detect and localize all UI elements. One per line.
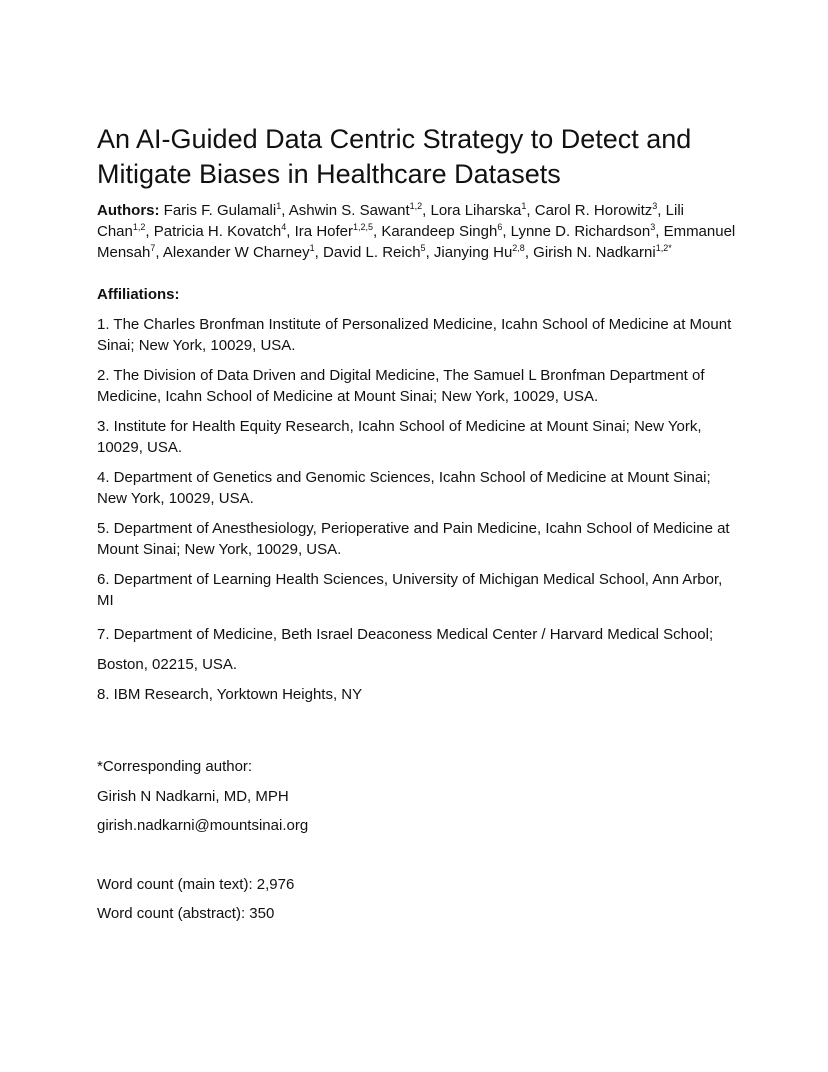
affiliations-heading: Affiliations: bbox=[97, 286, 180, 303]
affiliation-item: 3. Institute for Health Equity Research, Icahn School of Medicine at Mount Sinai; New York, 10029, USA. bbox=[97, 418, 702, 456]
author-entry bbox=[381, 223, 502, 240]
author-name: Karandeep Singh bbox=[381, 223, 498, 240]
author-entry bbox=[511, 223, 656, 240]
author-name: David L. Reich bbox=[323, 244, 421, 261]
authors-label: Authors: bbox=[97, 202, 160, 219]
author-affiliation-marker: 1,2* bbox=[655, 243, 672, 253]
author-name: Lili Chan bbox=[97, 202, 684, 240]
affiliation-item: 5. Department of Anesthesiology, Perioperative and Pain Medicine, Icahn School of Medicine at Mount Sinai; New York, 10029, USA. bbox=[97, 520, 730, 558]
author-affiliation-marker: 2,8 bbox=[512, 243, 525, 253]
author-entry bbox=[533, 244, 672, 261]
word-count-abstract: Word count (abstract): 350 bbox=[97, 905, 275, 922]
author-affiliation-marker: 3 bbox=[652, 201, 658, 211]
title-page bbox=[97, 122, 737, 929]
corresponding-label: *Corresponding author: bbox=[97, 758, 253, 775]
affiliation-list bbox=[97, 314, 737, 710]
author-affiliation-marker: 4 bbox=[281, 222, 287, 232]
affiliation-item: 6. Department of Learning Health Sciences, University of Michigan Medical School, Ann Arbor, MI bbox=[97, 571, 723, 609]
author-affiliation-marker: 3 bbox=[650, 222, 656, 232]
author-affiliation-marker: 6 bbox=[497, 222, 503, 232]
author-entry bbox=[431, 202, 527, 219]
author-name: Girish N. Nadkarni bbox=[533, 244, 656, 261]
author-affiliation-marker: 1,2 bbox=[409, 201, 423, 211]
author-entry bbox=[323, 244, 426, 261]
author-affiliation-marker: 5 bbox=[420, 243, 426, 253]
author-name: Faris F. Gulamali bbox=[163, 202, 277, 219]
author-name: Ira Hofer bbox=[294, 223, 353, 240]
word-count-main: Word count (main text): 2,976 bbox=[97, 875, 295, 893]
author-name: Ashwin S. Sawant bbox=[288, 202, 410, 219]
word-count-block bbox=[97, 870, 737, 929]
author-entry bbox=[295, 223, 373, 240]
author-list bbox=[97, 200, 737, 263]
affiliation-item: 8. IBM Research, Yorktown Heights, NY bbox=[97, 686, 363, 703]
corresponding-author-block bbox=[97, 752, 737, 841]
author-affiliation-marker: 1 bbox=[521, 201, 527, 211]
author-entry bbox=[154, 223, 287, 240]
author-affiliation-marker: 1 bbox=[309, 243, 315, 253]
author-affiliation-marker: 7 bbox=[150, 243, 156, 253]
author-affiliation-marker: 1,2 bbox=[132, 222, 146, 232]
author-affiliation-marker: 1,2,5 bbox=[353, 222, 374, 232]
author-entry bbox=[289, 202, 422, 219]
corresponding-name: Girish N Nadkarni, MD, MPH bbox=[97, 787, 289, 805]
author-name: Lora Liharska bbox=[430, 202, 522, 219]
author-name: Alexander W Charney bbox=[162, 244, 310, 261]
author-entry bbox=[164, 202, 282, 219]
paper-title: An AI-Guided Data Centric Strategy to Detect and Mitigate Biases in Healthcare Datasets bbox=[97, 124, 692, 189]
author-name: Patricia H. Kovatch bbox=[153, 223, 282, 240]
author-name: Emmanuel Mensah bbox=[97, 223, 736, 261]
author-entry bbox=[535, 202, 658, 219]
author-entry bbox=[434, 244, 525, 261]
corresponding-email: girish.nadkarni@mountsinai.org bbox=[97, 817, 309, 834]
affiliation-item: 1. The Charles Bronfman Institute of Personalized Medicine, Icahn School of Medicine at Mount Sinai; New York, 10029, USA. bbox=[97, 316, 732, 354]
author-name: Lynne D. Richardson bbox=[510, 223, 651, 240]
author-name: Jianying Hu bbox=[433, 244, 513, 261]
author-name: Carol R. Horowitz bbox=[534, 202, 653, 219]
affiliation-item: 4. Department of Genetics and Genomic Sciences, Icahn School of Medicine at Mount Sinai; New York, 10029, USA. bbox=[97, 469, 711, 507]
affiliation-item: 7. Department of Medicine, Beth Israel Deaconess Medical Center / Harvard Medical School; Boston, 02215, USA. bbox=[97, 626, 714, 673]
author-entry bbox=[163, 244, 315, 261]
author-affiliation-marker: 1 bbox=[276, 201, 282, 211]
affiliation-item: 2. The Division of Data Driven and Digital Medicine, The Samuel L Bronfman Department of Medicine, Icahn School of Medicine at Mount Sinai; New York, 10029, USA. bbox=[97, 367, 705, 405]
author-names: Faris F. Gulamali$^1$, Ashwin S. Sawant$^{1,2}$, Lora Liharska$^1$, Carol R. Horowitz$^3$, Lili Chan$^{1,2}$, Patricia H. Kovatch$^4$, Ira Hofer$^{1,2,5}$, Karandeep Singh$^6$, Lynne D. Richardson$^3$, Emmanuel Mensah$^7$, Alexander W Charney$^1$, David L. Reich$^5$, Jianying Hu$^{2,8}$, Girish N. Nadkarni$^{1,2*}$ bbox=[97, 201, 736, 261]
